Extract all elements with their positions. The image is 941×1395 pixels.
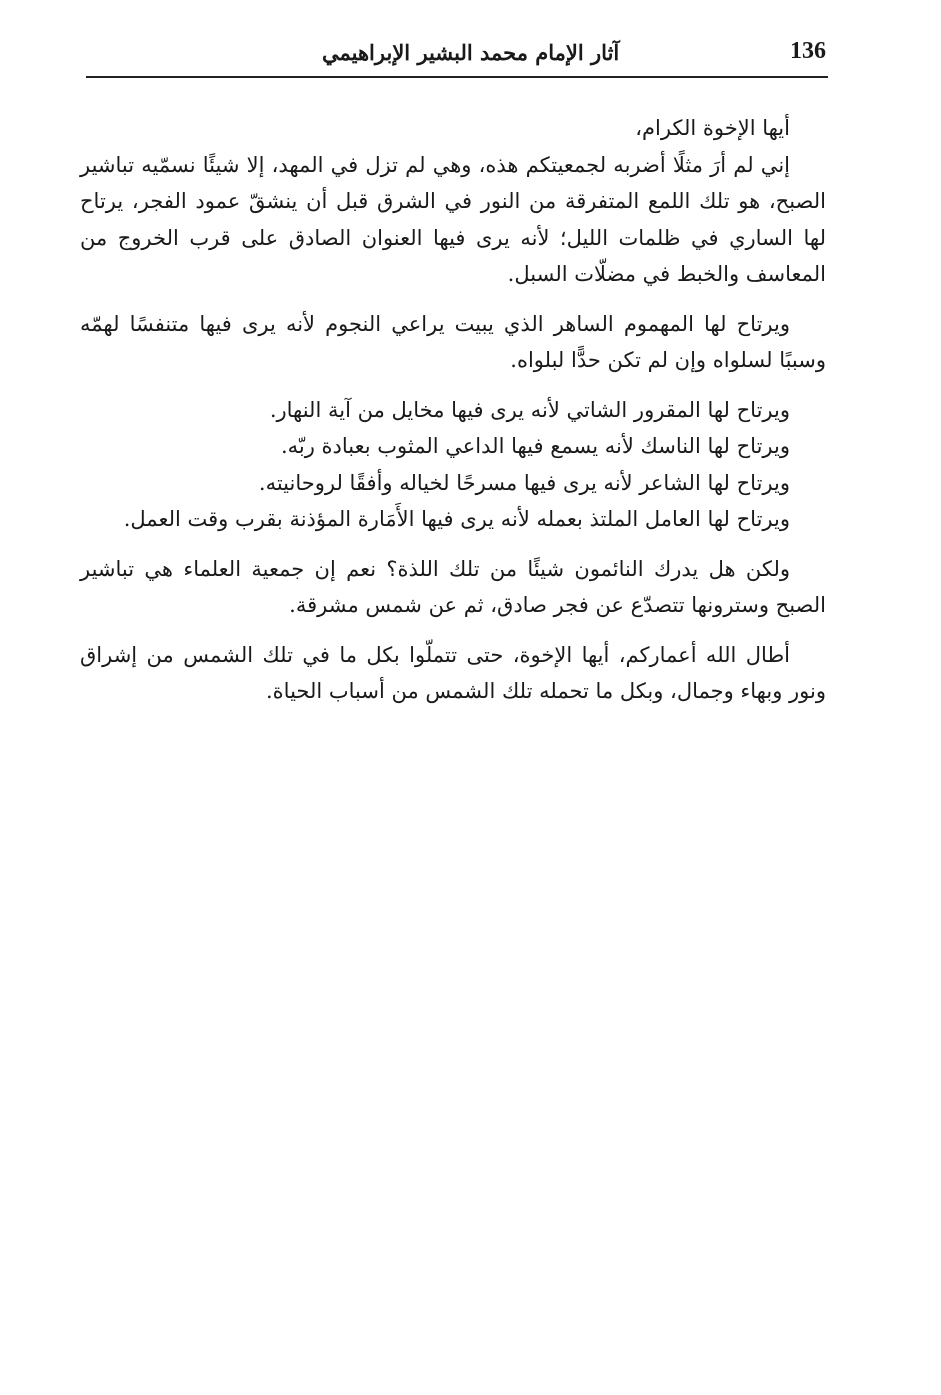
page-number: 136 bbox=[790, 38, 826, 64]
list-item: ويرتاح لها الناسك لأنه يسمع فيها الداعي المثوب بعبادة ربّه. bbox=[280, 434, 790, 458]
list-item: ويرتاح لها المقرور الشاتي لأنه يرى فيها مخايل من آية النهار. bbox=[269, 397, 790, 422]
list-item: ويرتاح لها الشاعر لأنه يرى فيها مسرحًا لخياله وأفقًا لروحانيته. bbox=[258, 470, 790, 495]
paragraph-1: إني لم أرَ مثلًا أضربه لجمعيتكم هذه، وهي لم تزل في المهد، إلا شيئًا نسمّيه تباشير الصبح، هو تلك اللمع المتفرقة من النور في الشرق قبل أن ينشقّ عمود الفجر، يرتاح لها الساري في ظلمات الليل؛ لأنه يرى فيها العنوان الصادق على قرب الخروج من المعاسف والخبط في مضلّات السبل. bbox=[80, 152, 826, 286]
page-header bbox=[86, 36, 826, 78]
paragraph-2: ويرتاح لها المهموم الساهر الذي يبيت يراعي النجوم لأنه يرى فيها متنفسًا لهمّه وسببًا لسلواه وإن لم تكن حدًّا لبلواه. bbox=[80, 311, 826, 372]
page-body bbox=[80, 110, 826, 710]
running-title: آثار الإمام محمد البشير الإبراهيمي bbox=[322, 40, 620, 65]
greeting: أيها الإخوة الكرام، bbox=[635, 116, 790, 140]
header-rule bbox=[86, 76, 828, 78]
repeated-lines-list bbox=[80, 392, 826, 538]
list-item: ويرتاح لها العامل الملتذ بعمله لأنه يرى فيها الأَمَارة المؤذنة بقرب وقت العمل. bbox=[123, 507, 790, 531]
paragraph-4: أطال الله أعماركم، أيها الإخوة، حتى تتملّوا بكل ما في تلك الشمس من إشراق ونور وبهاء وجمال، وبكل ما تحمله تلك الشمس من أسباب الحياة. bbox=[80, 642, 826, 703]
paragraph-3: ولكن هل يدرك النائمون شيئًا من تلك اللذة؟ نعم إن جمعية العلماء هي تباشير الصبح وسترونها تتصدّع عن فجر صادق، ثم عن شمس مشرقة. bbox=[80, 556, 826, 617]
